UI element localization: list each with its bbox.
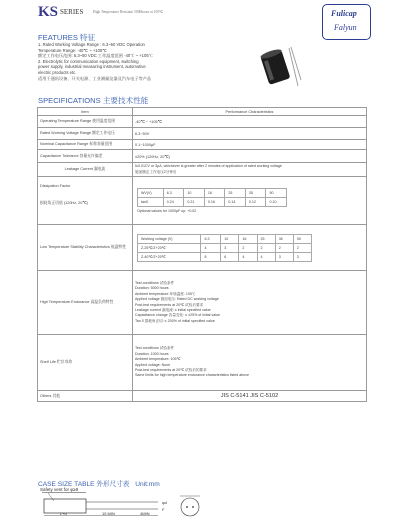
row-label: Capacitance Tolerance 容量允许偏差	[38, 150, 133, 163]
logo-text-top: Fulicap	[331, 9, 357, 18]
table-cell: 50	[266, 189, 287, 198]
table-cell: 4	[257, 252, 275, 261]
specs-heading: SPECIFICATIONS 主要技术性能	[38, 96, 149, 105]
row-label: Nominal Capacitance Range 标称容量范围	[38, 140, 133, 150]
feature-line: 1. Rated Working Voltage Range : 6.3~50 VDC Operation	[38, 42, 145, 47]
table-cell: WV(V)	[138, 189, 164, 198]
table-cell: 25	[225, 189, 246, 198]
table-cell: Working voltage (V)	[138, 234, 201, 243]
table-cell: 6	[221, 252, 239, 261]
dimension-d-label: φd	[162, 500, 167, 505]
table-row	[38, 225, 367, 271]
table-cell: 2	[275, 243, 293, 252]
table-row	[38, 128, 367, 140]
dimension-l-label: L+α	[60, 510, 67, 516]
table-cell: 6.3	[201, 234, 221, 243]
series-description: High Temperature Resistant 5000hours at 105℃	[93, 10, 164, 14]
row-label: High Temperature Endurance 高温负荷特性	[38, 271, 133, 335]
table-cell: 50	[293, 234, 311, 243]
table-cell: 2	[293, 243, 311, 252]
table-cell: 0.10	[266, 198, 287, 207]
table-cell: 35	[245, 189, 266, 198]
features-list	[38, 42, 153, 81]
case-dimension-drawing	[38, 485, 208, 518]
table-row	[38, 271, 367, 335]
row-value: JIS C-5141 JIS C-5102	[133, 391, 367, 402]
row-value	[133, 271, 367, 335]
row-value: 6.3~50V	[133, 128, 367, 140]
shelf-line: Same limits for high temperature endurance characteristics listed above	[135, 373, 250, 378]
row-value: ±20% (120Hz, 20℃)	[133, 150, 367, 163]
table-cell: 0.14	[225, 198, 246, 207]
table-cell: 16	[239, 234, 257, 243]
brand-logo	[322, 4, 371, 40]
shelf-line: Post-test requirements at 20℃ 试验后的要求	[135, 367, 207, 372]
case-unit: Unit:mm	[135, 481, 160, 488]
table-cell: Z-25℃/Z+20℃	[138, 243, 201, 252]
endurance-line: Applied voltage 施加电压: Rated DC working voltage	[135, 297, 219, 302]
table-cell: 0.24	[163, 198, 184, 207]
table-cell: 35	[275, 234, 293, 243]
row-value: -40℃ ~ +105℃	[133, 116, 367, 128]
feature-line: Temperature Range: -40℃ ~ +105℃	[38, 47, 107, 53]
dissipation-sublabel: 损耗角正切值 (120Hz, 20℃)	[40, 200, 88, 205]
table-cell: 4	[239, 252, 257, 261]
col-item-header: Item	[38, 108, 133, 116]
table-cell: Z-40℃/Z+20℃	[138, 252, 201, 261]
table-header-row	[38, 108, 367, 116]
table-row	[38, 391, 367, 402]
table-cell: 0.21	[184, 198, 205, 207]
endurance-line: Leakage current 漏电流: ≤ initial specified value	[135, 307, 211, 312]
row-label: Leakage Current 漏电流	[38, 163, 133, 177]
endurance-line: Duration: 5000 hours	[135, 286, 169, 291]
case-heading-text: CASE SIZE TABLE 外形尺寸表	[38, 481, 130, 488]
table-cell: 10	[184, 189, 205, 198]
features-heading: FEATURES 特征	[38, 33, 96, 42]
feature-line: 适用于通讯设备、开关电源、工业测量仪器及汽车电子等产品	[38, 75, 152, 81]
shelf-line: Applied voltage: None	[135, 362, 171, 367]
table-cell: 2	[257, 243, 275, 252]
series-label: SERIES	[60, 8, 84, 16]
row-value	[133, 177, 367, 225]
series-code: KS	[38, 4, 59, 20]
row-label: Low Temperature Stability Characteristics 低温特性	[38, 225, 133, 271]
table-row	[38, 163, 367, 177]
table-cell: 10	[221, 234, 239, 243]
endurance-line: Tan δ 损耗角正切: ≤ 200% of initial specified value	[135, 318, 215, 323]
table-row	[38, 177, 367, 225]
table-row	[38, 150, 367, 163]
table-cell: 0.16	[204, 198, 225, 207]
row-label	[38, 177, 133, 225]
table-cell: 6.3	[163, 189, 184, 198]
feature-line: 2. Electrolytic for communication equipment, switching	[38, 58, 139, 64]
specifications-table	[37, 107, 367, 402]
col-performance-header: Performance Characteristics	[133, 108, 367, 116]
row-value: 0.1~1000μF	[133, 140, 367, 150]
table-cell: 3	[221, 243, 239, 252]
table-cell: 3	[275, 252, 293, 261]
table-cell: 3	[293, 252, 311, 261]
dimension-15min-label: 15 MIN	[102, 510, 115, 516]
low-temp-table	[137, 234, 312, 262]
row-value	[133, 335, 367, 391]
endurance-line: Test conditions 试验条件	[135, 280, 175, 285]
table-cell: 8	[201, 252, 221, 261]
table-cell: 16	[204, 189, 225, 198]
endurance-line: Ambient temperature 环境温度: 105℃	[135, 291, 196, 296]
table-cell: 2	[239, 243, 257, 252]
safety-vent-label: Safety vent for φ≥8	[40, 487, 79, 492]
row-value	[133, 225, 367, 271]
table-cell: tanδ	[138, 198, 164, 207]
logo-text-bottom: Falyun	[334, 23, 357, 32]
row-value	[133, 163, 367, 177]
shelf-line: Duration: 1000 hours	[135, 351, 169, 356]
dissipation-label: Dissipation Factor	[40, 183, 71, 188]
table-row	[38, 116, 367, 128]
dissipation-note: Optional values for 1000μF up: +0.02	[137, 209, 197, 214]
endurance-line: Capacitance change 容量变化: ≤ ±25% of initial value	[135, 313, 221, 318]
table-row	[38, 335, 367, 391]
leakage-text-cn: 施加额定工作电压2分钟后	[135, 169, 177, 174]
shelf-line: Ambient temperature: 105℃	[135, 357, 181, 362]
table-cell: 25	[257, 234, 275, 243]
dissipation-table	[137, 188, 287, 207]
dimension-f-label: F	[162, 507, 165, 512]
row-label: Operating Temperature Range 使用温度范围	[38, 116, 133, 128]
table-cell: 4	[201, 243, 221, 252]
shelf-line: Test conditions 试验条件	[135, 346, 175, 351]
row-label: Rated Working Voltage Range 额定工作电压	[38, 128, 133, 140]
leakage-text: I≤0.01CV or 3μA, whichever is greater after 2 minutes of application of rated working voltage	[135, 164, 282, 169]
endurance-line: Post-test requirements at 20℃ 试验后要求	[135, 302, 204, 307]
feature-line: electric products etc.	[38, 69, 77, 75]
feature-line: 额定工作电压范围: 6.3~50 VDC 工作温度范围 -40℃ ~ +105℃	[38, 53, 153, 59]
dimension-4min-label: 4MIN	[140, 510, 150, 516]
table-cell: 0.12	[245, 198, 266, 207]
capacitor-image	[258, 44, 302, 89]
feature-line: power supply, industrial measuring instrument, automotive	[38, 64, 146, 70]
row-label: Others 其他	[38, 391, 133, 402]
row-label: Shelf Life 贮存寿命	[38, 335, 133, 391]
table-row	[38, 140, 367, 150]
